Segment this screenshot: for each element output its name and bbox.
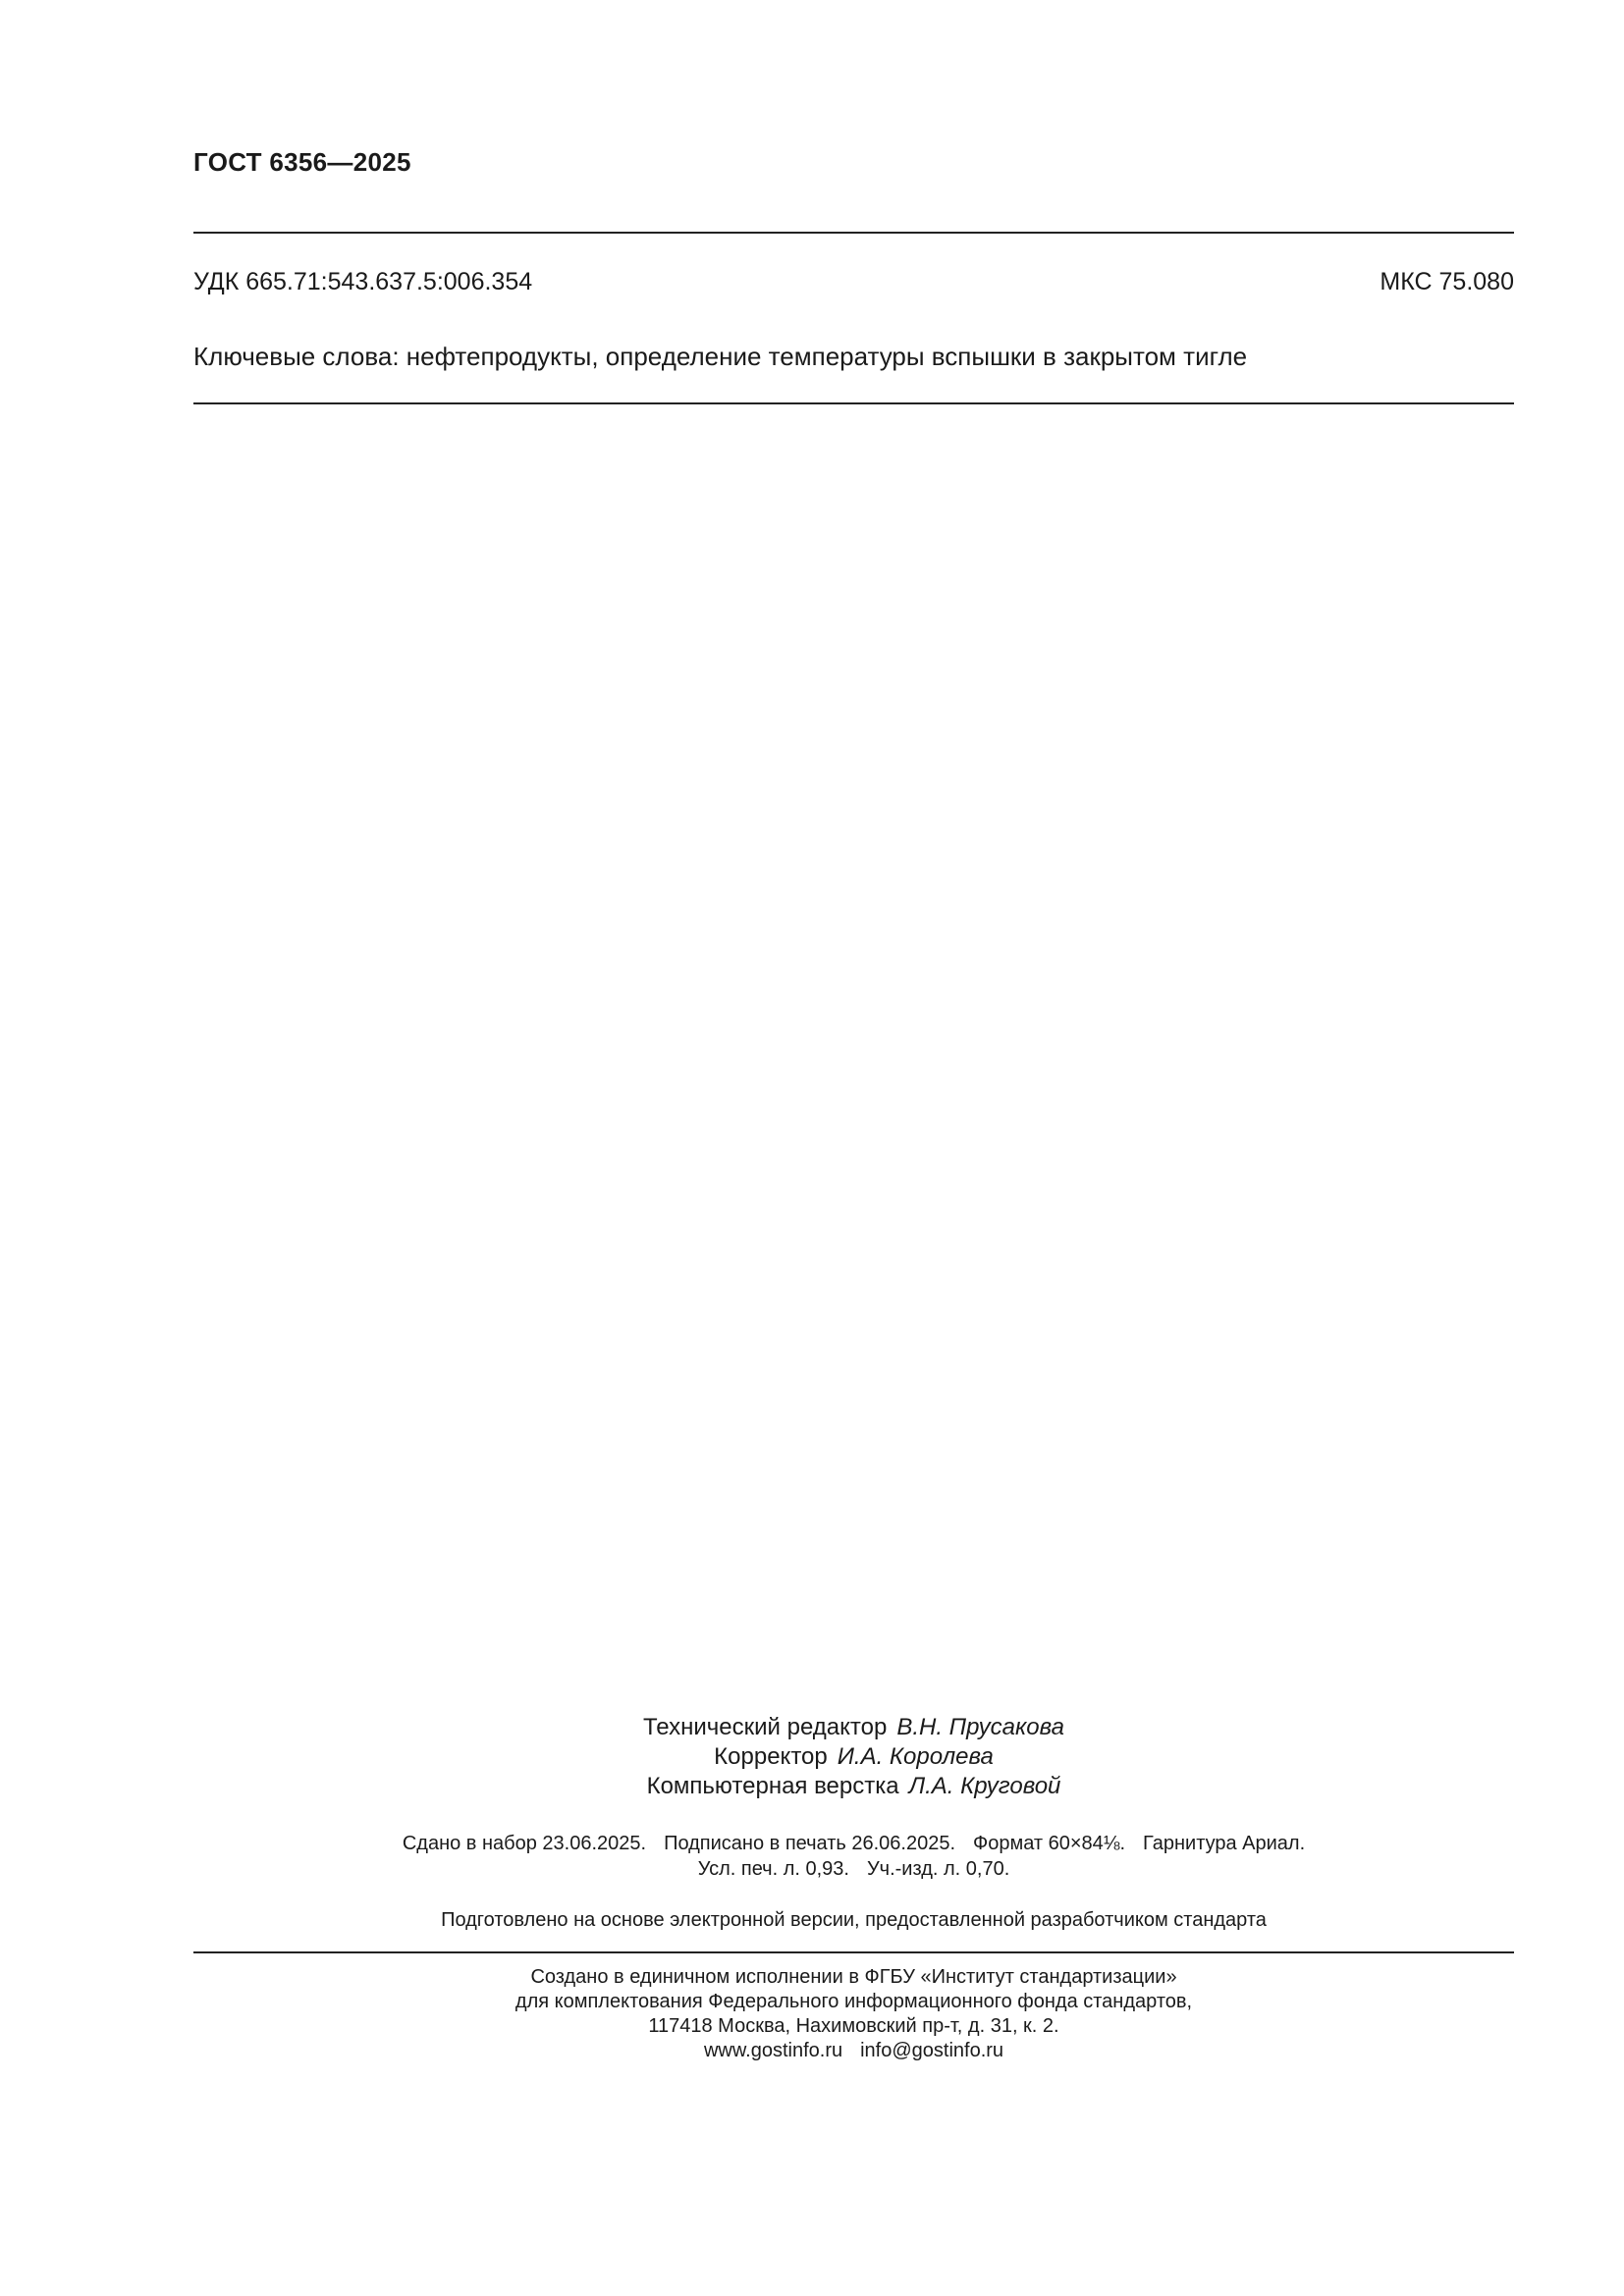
print-info-block <box>193 1831 1514 1882</box>
website-link[interactable]: www.gostinfo.ru <box>703 2040 843 2061</box>
classifier-row <box>193 268 1514 296</box>
publisher-line-1: Создано в единичном исполнении в ФГБУ «Институт стандартизации» <box>530 1966 1177 1988</box>
typeface: Гарнитура Ариал. <box>1143 1833 1306 1854</box>
email-link[interactable]: info@gostinfo.ru <box>860 2040 1004 2061</box>
signed-date: Подписано в печать 26.06.2025. <box>664 1833 956 1854</box>
print-info-line-1 <box>193 1831 1514 1856</box>
publisher-contacts <box>193 2039 1514 2063</box>
corrector-name: И.А. Королева <box>837 1743 994 1770</box>
document-code: ГОСТ 6356—2025 <box>193 147 411 177</box>
ics-code: МКС 75.080 <box>1380 268 1514 295</box>
technical-editor-name: В.Н. Прусакова <box>896 1714 1064 1740</box>
credits-block <box>193 1713 1514 1801</box>
paper-format: Формат 60×84⅛. <box>973 1833 1126 1854</box>
publisher-divider <box>193 1951 1514 1953</box>
udc-code: УДК 665.71:543.637.5:006.354 <box>193 268 533 295</box>
corrector-role: Корректор <box>714 1743 828 1770</box>
layout-line <box>193 1772 1514 1801</box>
print-info-line-2 <box>193 1856 1514 1882</box>
publisher-line-2: для комплектования Федерального информационного фонда стандартов, <box>514 1991 1193 2012</box>
layout-name: Л.А. Круговой <box>908 1773 1061 1799</box>
technical-editor-line <box>193 1713 1514 1742</box>
top-divider <box>193 232 1514 234</box>
publisher-block <box>193 1965 1514 2063</box>
conventional-sheets: Усл. печ. л. 0,93. <box>697 1858 849 1880</box>
technical-editor-role: Технический редактор <box>642 1714 888 1740</box>
keywords-divider <box>193 402 1514 404</box>
submitted-date: Сдано в набор 23.06.2025. <box>402 1833 647 1854</box>
layout-role: Компьютерная верстка <box>646 1773 899 1799</box>
keywords-line: Ключевые слова: нефтепродукты, определение температуры вспышки в закрытом тигле <box>193 342 1248 371</box>
corrector-line <box>193 1742 1514 1772</box>
prepared-note: Подготовлено на основе электронной версии, предоставленной разработчиком стандарта <box>441 1909 1267 1931</box>
publisher-address: 117418 Москва, Нахимовский пр-т, д. 31, к. 2. <box>648 2015 1059 2037</box>
publishing-sheets: Уч.-изд. л. 0,70. <box>866 1858 1010 1880</box>
